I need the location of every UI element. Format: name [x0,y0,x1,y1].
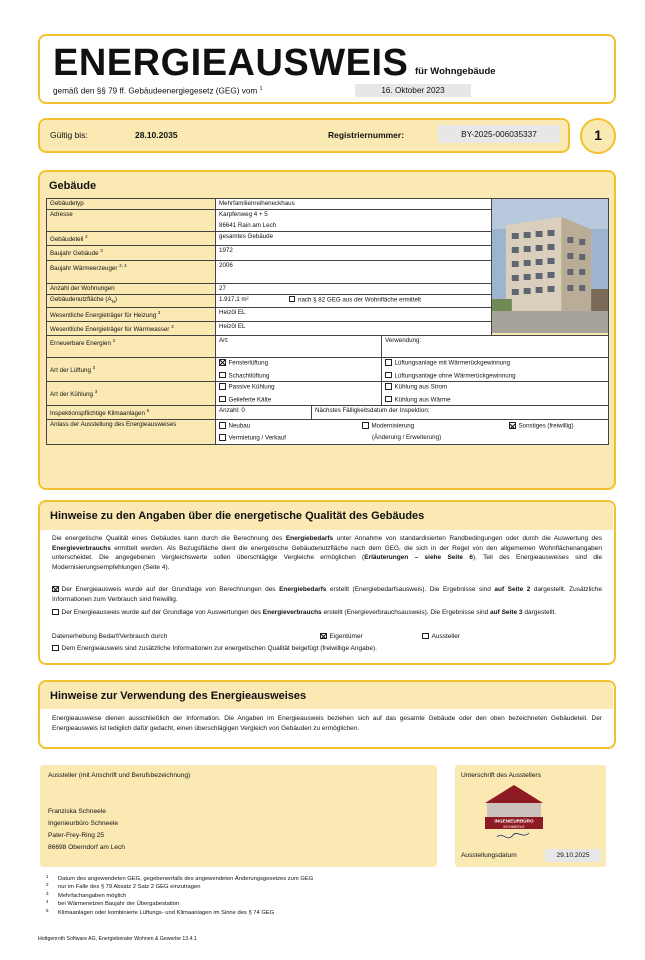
reason-new-checkbox[interactable] [219,422,226,429]
area-checkbox[interactable] [289,296,296,303]
row-cool: Art der Kühlung $^3$ Passive Kühlung Gelieferte Kälte Kühlung aus Strom Kühlung aus Wärme [47,382,609,406]
cool-heat-checkbox[interactable] [385,396,392,403]
usage-title: Hinweise zur Verwendung des Energieausweises [50,690,307,702]
usage-text: Energieausweise dienen ausschließlich der Information. Die Angaben im Energieausweis beziehen sich auf das gesamte Gebäude oder den oben bezeichneten Gebäudeteil. Der Energieausweis ist lediglich dafür gedacht, einen überschlägigen Vergleich von Gebäuden zu ermöglichen. [52,715,602,732]
vent-shaft-checkbox[interactable] [219,372,226,379]
issuer-city: 86698 Oberndorf am Lech [48,844,125,851]
data-collection-label: Datenerhebung Bedarf/Verbrauch durch [52,633,168,640]
notes-check-extra: Dem Energieausweis sind zusätzliche Informationen zur energetischen Qualität beigefügt (freiwillige Angabe). [52,644,602,654]
vent-window-checkbox[interactable] [219,359,226,366]
footnote: 5 Klimaanlagen oder kombinierte Lüftungs- und Klimaanlagen im Sinne des § 74 GEG [46,907,275,916]
valid-label: Gültig bis: [50,130,88,140]
page-number-badge: 1 [580,118,616,154]
issuer-name: Franziska Schneele [48,808,106,815]
footnote: 3 Mehrfachangaben möglich [46,890,127,899]
row-type: Gebäudetyp Mehrfamilienreiheneckhaus [47,199,609,210]
header-box [38,34,616,104]
notes-check-demand: Der Energieausweis wurde auf der Grundlage von Berechnungen des Energiebedarfs erstellt (Energiebedarfsausweis). Die Ergebnisse sind auf Seite 2 dargestellt. Zusätzliche Informationen zum Verbrauch sind freiwillig. [52,586,602,603]
stamp-text-2: SCHNEELE [503,824,525,829]
building-photo-image [492,199,608,333]
row-units: Anzahl der Wohnungen 27 [47,283,609,294]
footnote: 4 bei Wärmenetzen Baujahr der Übergabestation [46,899,180,908]
row-heater-year: Baujahr Wärmeerzeuger $^{3, 4}$ 2006 [47,260,609,283]
row-renew: Erneuerbare Energien $^3$ Art: Verwendung: [47,336,609,358]
row-ac: Inspektionspflichtige Klimaanlagen $^5$ Anzahl: 0 Nächstes Fälligkeitsdatum der Inspektion: [47,406,609,420]
reason-other-checkbox[interactable] [509,422,516,429]
footnotes [46,874,566,916]
building-table [46,198,609,445]
law-line: gemäß den §§ 79 ff. Gebäudeenergiegesetz (GEG) vom $^1$ [53,86,263,96]
issuer-street: Pater-Frey-Ring 25 [48,832,105,839]
cool-passive-checkbox[interactable] [219,383,226,390]
building-table-wrap [46,198,608,445]
cool-power-checkbox[interactable] [385,383,392,390]
notes-title: Hinweise zu den Angaben über die energetische Qualität des Gebäudes [50,510,425,522]
demand-checkbox[interactable] [52,586,59,593]
doc-subtitle: für Wohngebäude [415,66,496,77]
row-address: Adresse Karpfenweg 4 + 5 86641 Rain am Lech [47,210,609,232]
row-energy-water: Wesentliche Energieträger für Warmwasser $^3$ Heizöl EL [47,322,609,336]
doc-title: ENERGIEAUSWEIS [53,42,409,84]
notes-box [38,500,616,665]
consumption-checkbox[interactable] [52,609,59,616]
signature-title: Unterschrift des Ausstellers [461,772,541,779]
company-stamp [483,783,545,845]
reason-rent-checkbox[interactable] [219,434,226,441]
row-year: Baujahr Gebäude $^3$ 1972 [47,246,609,260]
extra-info-checkbox[interactable] [52,645,59,652]
issue-date-value: 29.10.2025 [545,849,601,862]
building-box [38,170,616,490]
vent-norecovery-checkbox[interactable] [385,372,392,379]
data-owner: Eigentümer [320,632,363,642]
reg-value: BY-2025-006035337 [438,125,560,143]
data-issuer: Aussteller [422,632,460,642]
issuer-checkbox[interactable] [422,633,429,640]
notes-paragraph: Die energetische Qualität eines Gebäudes kann durch die Berechnung des Energiebedarfs unter Annahme von standardisierten Randbedingungen oder durch die Auswertung des Energieverbrauchs ermittelt werden. Als Bezugsfläche dient die energetische Gebäudenutzfläche nach dem GEG, die sich in der Regel von den allgemeinen Wohnflächenangaben unterscheidet. Die angegebenen Vergleichswerte sollen überschlägige Vergleiche ermöglichen (Erläuterungen – siehe Seite 6). Teil des Energieausweises sind die Modernisierungsempfehlungen (Seite 4). [52,535,603,571]
reg-label: Registriernummer: [328,130,405,140]
owner-checkbox[interactable] [320,633,327,640]
row-part: Gebäudeteil $^2$ gesamtes Gebäude [47,232,609,246]
notes-check-consumption: Der Energieausweis wurde auf der Grundlage von Auswertungen des Energieverbrauchs erstellt (Energieverbrauchsausweis). Die Ergebnisse sind auf Seite 3 dargestellt. [52,608,602,618]
vent-recovery-checkbox[interactable] [385,359,392,366]
row-reason: Anlass der Ausstellung des Energieausweises Neubau Vermietung / Verkauf Modernisierung (Änderung / Erweiterung) Sonstiges (freiwillig) [47,420,609,445]
issue-date-label: Ausstellungsdatum [461,852,517,859]
valid-value: 28.10.2035 [135,130,178,140]
software-credit: Hottgenroth Software AG, Energieberater Wohnen & Gewerbe 13.4.1 [38,936,197,942]
usage-box [38,680,616,749]
row-area: Gebäudenutzfläche $(A_N)$ 1.917,1 m² nach § 82 GEG aus der Wohnfläche ermittelt [47,294,609,307]
row-vent: Art der Lüftung $^3$ Fensterlüftung Schachtlüftung Lüftungsanlage mit Wärmerückgewinnung Lüftungsanlage ohne Wärmerückgewinnung [47,358,609,382]
issuer-box [40,765,437,867]
row-energy-heat: Wesentliche Energieträger für Heizung $^3$ Heizöl EL [47,308,609,322]
reason-modern-checkbox[interactable] [362,422,369,429]
cool-delivered-checkbox[interactable] [219,396,226,403]
footnote: 2 nur im Falle des § 79 Absatz 2 Satz 2 GEG einzutragen [46,882,201,891]
validity-box [38,118,570,153]
issuer-title: Aussteller (mit Anschrift und Berufsbezeichnung) [48,772,191,779]
signature-box [455,765,606,867]
building-photo [492,199,609,336]
stamp-text-1: INGENIEURBÜRO [494,818,534,824]
issuer-company: Ingenieurbüro Schneele [48,820,119,827]
building-title: Gebäude [49,180,97,192]
footnote: 1 Datum des angewendeten GEG, gegebenenfalls des angewendeten Änderungsgesetzes zum GEG [46,874,314,882]
law-date: 16. Oktober 2023 [355,84,471,97]
